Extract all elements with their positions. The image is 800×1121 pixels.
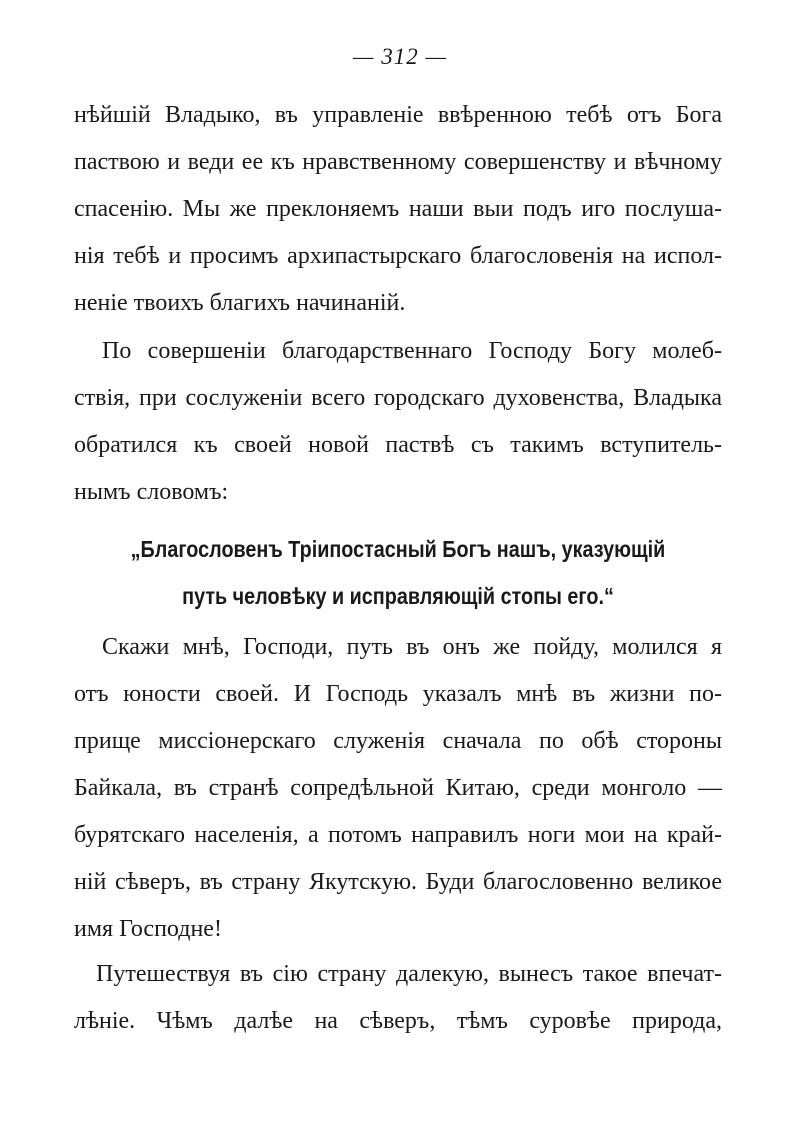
paragraph-4 — [74, 951, 722, 1045]
heading-line: „Благословенъ Тріипостасный Богъ нашъ, указующій — [130, 536, 666, 562]
text-line: Путешествуя въ сію страну далекую, вынесъ такое впечат- — [96, 961, 722, 987]
heading-line: путь человѣку и исправляющій стопы его.“ — [182, 583, 614, 609]
text-line: бурятскаго населенія, а потомъ направилъ ноги мои на край- — [74, 822, 722, 848]
text-line: прище миссіонерскаго служенія сначала по обѣ стороны — [74, 728, 722, 754]
text-line: спасенію. Мы же преклоняемъ наши выи подъ иго послуша- — [74, 196, 722, 222]
text-line: имя Господне! — [74, 916, 222, 942]
text-line: Байкала, въ странѣ сопредѣльной Китаю, среди монголо — — [74, 775, 722, 801]
sermon-heading — [74, 526, 722, 620]
text-line: ствія, при сослуженіи всего городскаго духовенства, Владыка — [74, 385, 722, 411]
text-line: нѣйшій Владыко, въ управленіе ввѣренною тебѣ отъ Бога — [74, 102, 722, 128]
text-line: Скажи мнѣ, Господи, путь въ онъ же пойду, молился я — [102, 634, 722, 660]
text-line: нымъ словомъ: — [74, 479, 229, 505]
text-line: паствою и веди ее къ нравственному совершенству и вѣчному — [74, 149, 722, 175]
text-line: По совершеніи благодарственнаго Господу Богу молеб- — [102, 338, 722, 364]
page-number: — 312 — — [353, 44, 447, 69]
text-line: отъ юности своей. И Господь указалъ мнѣ въ жизни по- — [74, 681, 722, 707]
text-line: обратился къ своей новой паствѣ съ такимъ вступитель- — [74, 432, 722, 458]
paragraph-1 — [74, 92, 722, 327]
text-line: неніе твоихъ благихъ начинаній. — [74, 290, 406, 316]
paragraph-2 — [74, 328, 722, 516]
text-line: лѣніе. Чѣмъ далѣе на сѣверъ, тѣмъ суровѣе природа, — [74, 1008, 722, 1034]
text-line: нія тебѣ и просимъ архипастырскаго благословенія на испол- — [74, 243, 722, 269]
text-line: ній сѣверъ, въ страну Якутскую. Буди благословенно великое — [74, 869, 722, 895]
paragraph-3 — [74, 624, 722, 953]
